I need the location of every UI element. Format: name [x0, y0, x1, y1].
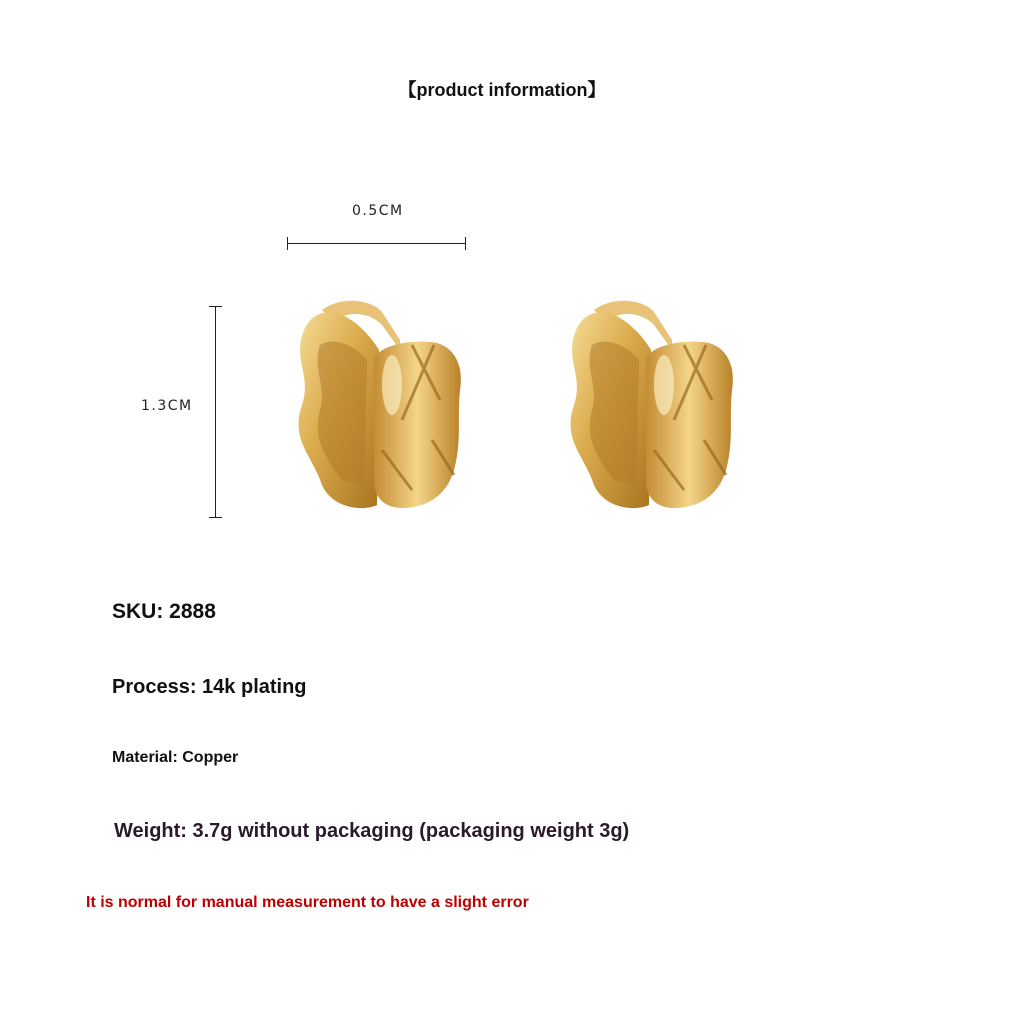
sku-text: SKU: 2888: [112, 600, 216, 623]
width-ruler-tick-left: [287, 237, 288, 250]
height-ruler-tick-top: [209, 306, 222, 307]
height-dimension-label: 1.3CM: [141, 398, 193, 414]
product-information-heading: 【product information】: [398, 80, 606, 100]
width-ruler-line: [288, 243, 466, 244]
width-dimension-label: 0.5CM: [352, 203, 404, 219]
material-text: Material: Copper: [112, 749, 239, 766]
height-ruler-tick-bottom: [209, 517, 222, 518]
weight-text: Weight: 3.7g without packaging (packaging weight 3g): [114, 820, 630, 842]
width-ruler-tick-right: [465, 237, 466, 250]
measurement-error-note: It is normal for manual measurement to have a slight error: [86, 894, 529, 911]
height-ruler-line: [215, 306, 216, 518]
gold-hoop-earring-left: [282, 290, 472, 520]
process-text: Process: 14k plating: [112, 676, 307, 698]
gold-hoop-earring-right: [554, 290, 744, 520]
